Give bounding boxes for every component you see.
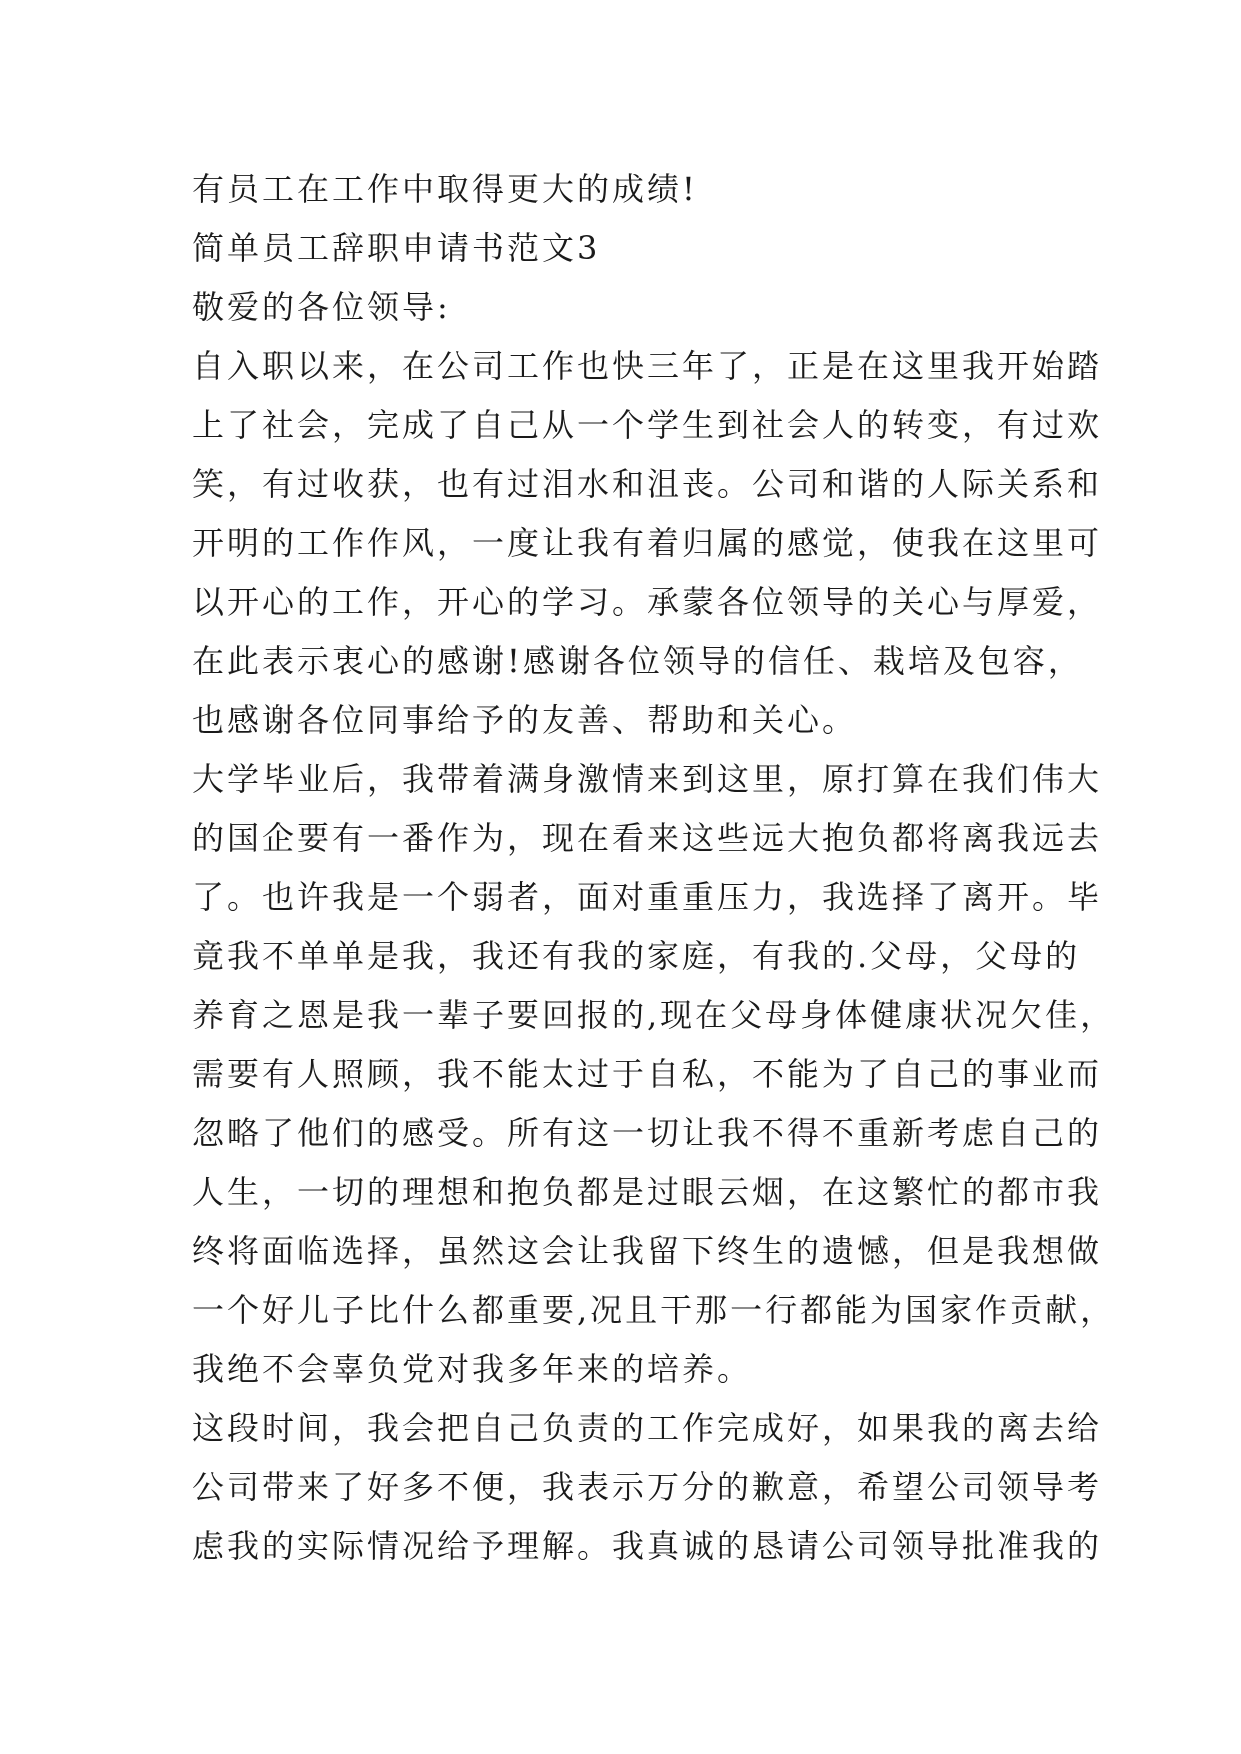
document-body [192, 160, 1116, 1576]
text-line: 竟我不单单是我，我还有我的家庭，有我的.父母，父母的 [192, 937, 1081, 975]
text-line: 的国企要有一番作为，现在看来这些远大抱负都将离我远去 [192, 819, 1103, 857]
text-line: 也感谢各位同事给予的友善、帮助和关心。 [192, 701, 858, 739]
text-line: 上了社会，完成了自己从一个学生到社会人的转变，有过欢 [192, 406, 1103, 444]
text-line: 在此表示衷心的感谢!感谢各位领导的信任、栽培及包容， [192, 642, 1083, 680]
text-line: 养育之恩是我一辈子要回报的,现在父母身体健康状况欠佳， [192, 996, 1116, 1034]
text-line: 一个好儿子比什么都重要,况且干那一行都能为国家作贡献， [192, 1291, 1116, 1329]
text-line: 大学毕业后，我带着满身激情来到这里，原打算在我们伟大 [192, 760, 1103, 798]
text-line: 虑我的实际情况给予理解。我真诚的恳请公司领导批准我的 [192, 1527, 1103, 1565]
text-line: 自入职以来，在公司工作也快三年了，正是在这里我开始踏 [192, 347, 1103, 385]
text-line: 以开心的工作，开心的学习。承蒙各位领导的关心与厚爱， [192, 583, 1103, 621]
text-line: 这段时间，我会把自己负责的工作完成好，如果我的离去给 [192, 1409, 1103, 1447]
section-heading: 简单员工辞职申请书范文3 [192, 229, 601, 267]
text-line: 公司带来了好多不便，我表示万分的歉意，希望公司领导考 [192, 1468, 1103, 1506]
text-line: 需要有人照顾，我不能太过于自私，不能为了自己的事业而 [192, 1055, 1103, 1093]
salutation: 敬爱的各位领导: [192, 288, 451, 326]
text-line: 了。也许我是一个弱者，面对重重压力，我选择了离开。毕 [192, 878, 1103, 916]
text-line: 开明的工作作风，一度让我有着归属的感觉，使我在这里可 [192, 524, 1103, 562]
text-line: 有员工在工作中取得更大的成绩! [192, 170, 698, 208]
text-line: 终将面临选择，虽然这会让我留下终生的遗憾，但是我想做 [192, 1232, 1103, 1270]
text-line: 忽略了他们的感受。所有这一切让我不得不重新考虑自己的 [192, 1114, 1103, 1152]
text-line: 笑，有过收获，也有过泪水和沮丧。公司和谐的人际关系和 [192, 465, 1103, 503]
text-line: 人生，一切的理想和抱负都是过眼云烟，在这繁忙的都市我 [192, 1173, 1103, 1211]
text-line: 我绝不会辜负党对我多年来的培养。 [192, 1350, 753, 1388]
